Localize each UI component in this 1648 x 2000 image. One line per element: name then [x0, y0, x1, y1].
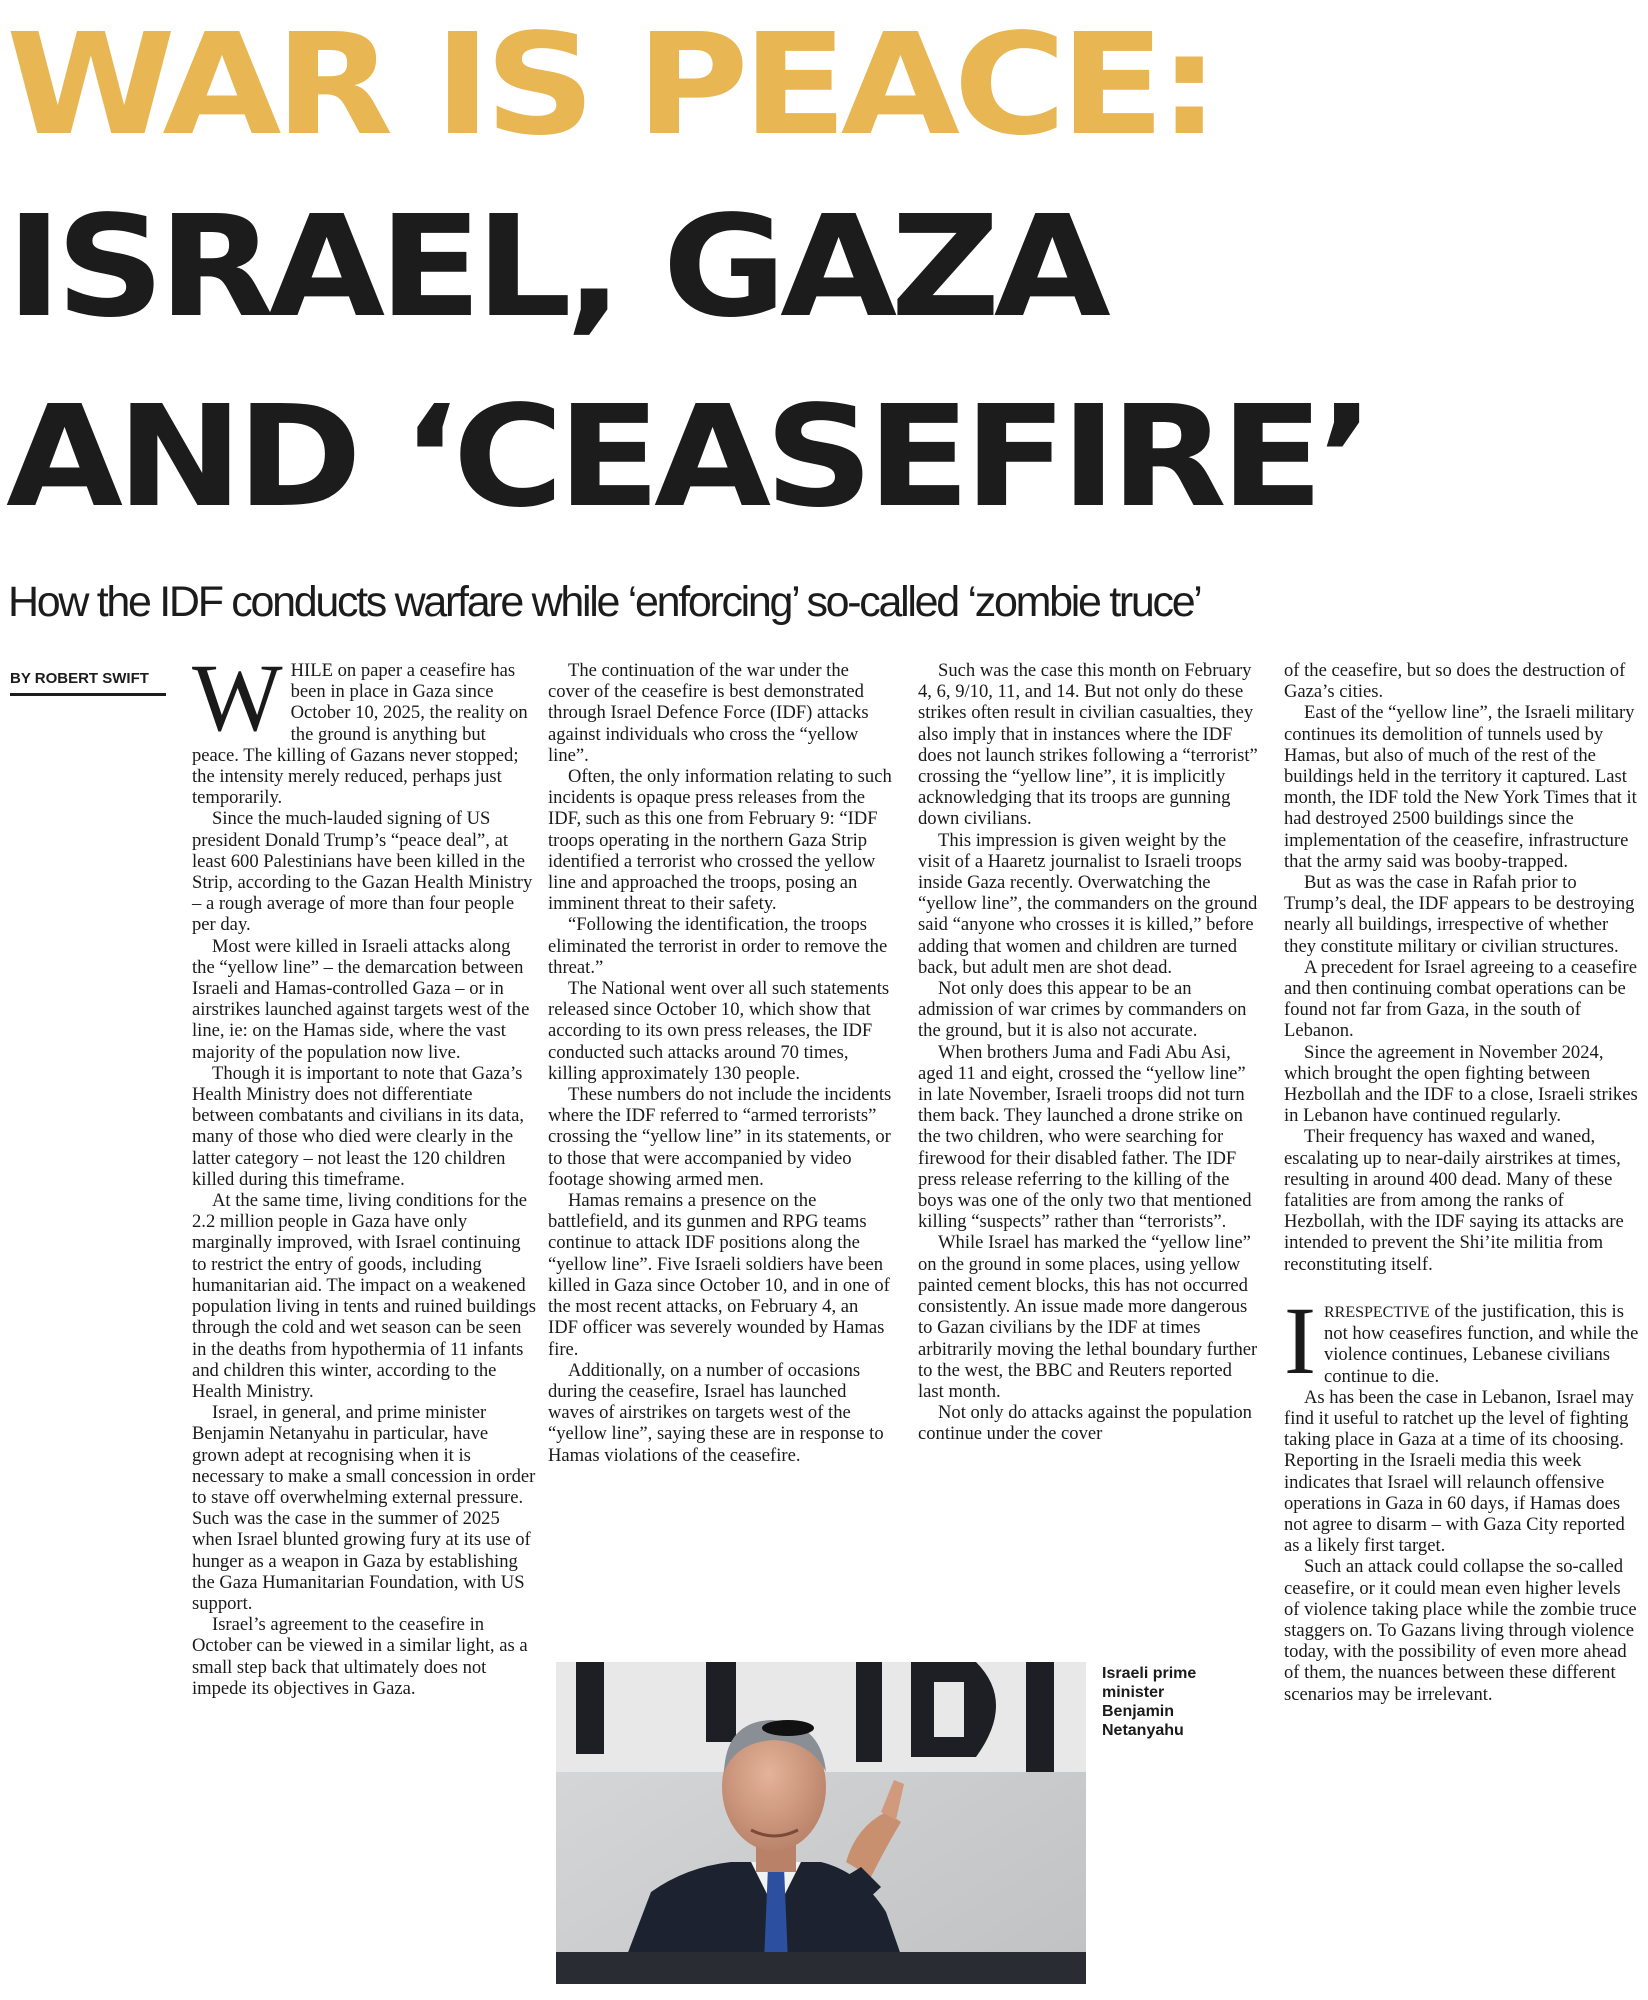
standfirst: How the IDF conducts warfare while ‘enforcing’ so-called ‘zombie truce’: [8, 578, 1201, 626]
paragraph: Not only do attacks against the population continue under the cover: [918, 1402, 1252, 1445]
paragraph: Most were killed in Israeli attacks along the “yellow line” – the demarcation between Israeli and Hamas-controlled Gaza – or in airstrikes launched against targets west of the line, ie: on the Hamas side, where the vast majority of the population now live.: [192, 935, 530, 1063]
paragraph: Such an attack could collapse the so-called ceasefire, or it could mean even higher levels of violence taking place while the zombie truce staggers on. To Gazans living through violence today, with the possibility of even more ahead of them, the nuances between these different scenarios may be irrelevant.: [1284, 1556, 1637, 1705]
paragraph: Such was the case this month on February 4, 6, 9/10, 11, and 14. But not only do these strikes often result in civilian casualties, they also imply that in instances where the IDF does not launch strikes following a “terrorist” crossing the “yellow line”, it is implicitly acknowledging that its troops are gunning down civilians.: [918, 660, 1258, 830]
headline-line-1: WAR IS PEACE:: [6, 4, 1214, 167]
photo-caption: [1102, 1664, 1262, 1740]
caption-line: Israeli prime: [1102, 1665, 1197, 1682]
article-column-3: [918, 660, 1262, 1445]
caption-line: Benjamin: [1102, 1703, 1175, 1720]
paragraph: Israel’s agreement to the ceasefire in October can be viewed in a similar light, as a small step back that ultimately does not impede its objectives in Gaza.: [192, 1614, 528, 1699]
headline-line-3: AND ‘CEASEFIRE’: [6, 376, 1369, 539]
paragraph: A precedent for Israel agreeing to a ceasefire and then continuing combat operations can be found not far from Gaza, in the south of Lebanon.: [1284, 956, 1637, 1042]
paragraph: These numbers do not include the incidents where the IDF referred to “armed terrorists” crossing the “yellow line” in its statements, or to those that were accompanied by video footage showing armed men.: [548, 1084, 892, 1190]
netanyahu-photo: [556, 1662, 1086, 1984]
byline: BY ROBERT SWIFT: [10, 670, 166, 696]
lead-text: HILE on paper a ceasefire has been in place in Gaza since October 10, 2025, the reality on the ground is anything but peace. The killing of Gazans never stopped; the intensity merely reduced, perhaps just temporarily.: [192, 660, 528, 809]
paragraph: The continuation of the war under the cover of the ceasefire is best demonstrated through Israel Defence Force (IDF) attacks against individuals who cross the “yellow line”.: [548, 660, 869, 766]
drop-cap: I: [1284, 1286, 1316, 1394]
paragraph: Additionally, on a number of occasions during the ceasefire, Israel has launched waves of airstrikes on targets west of the “yellow line”, saying these are in response to Hamas violations of the ceasefire.: [548, 1359, 884, 1466]
paragraph: Though it is important to note that Gaza’s Health Ministry does not differentiate between combatants and civilians in its data, many of those who died were clearly in the latter category – not least the 120 children killed during this timeframe.: [192, 1062, 525, 1190]
headline-line-2: ISRAEL, GAZA: [6, 186, 1105, 349]
paragraph: The National went over all such statements released since October 10, which show that according to its own press releases, the IDF conducted such attacks around 70 times, killing approximately 130 people.: [548, 978, 890, 1084]
netanyahu-speaking-photo-icon: [556, 1662, 1086, 1984]
paragraph: Israel, in general, and prime minister Benjamin Netanyahu in particular, have grown adept at recognising when it is necessary to make a small concession in order to stave off overwhelming external pressure. Such was the case in the summer of 2025 when Israel blunted growing fury at its use of hunger as a weapon in Gaza by establishing the Gaza Humanitarian Foundation, with US support.: [192, 1402, 536, 1614]
paragraph: East of the “yellow line”, the Israeli military continues its demolition of tunnels used by Hamas, but also of much of the rest of the buildings held in the territory it captured. Last month, the IDF told the New York Times that it had destroyed 2500 buildings since the implementation of the ceasefire, infrastructure that the army said was booby-trapped.: [1284, 702, 1637, 872]
article-column-2: [548, 660, 892, 1466]
drop-cap: W: [192, 644, 283, 751]
paragraph: Hamas remains a presence on the battlefield, and its gunmen and RPG teams continue to attack IDF positions along the “yellow line”. Five Israeli soldiers have been killed in Gaza since October 10, and in one of the most recent attacks, on February 4, an IDF officer was severely wounded by Hamas fire.: [548, 1190, 890, 1360]
caption-line: Netanyahu: [1102, 1722, 1184, 1739]
paragraph: Often, the only information relating to such incidents is opaque press releases from the IDF, such as this one from February 9: “IDF troops operating in the northern Gaza Strip identified a terrorist who crossed the yellow line and approached the troops, posing an imminent threat to their safety.: [548, 766, 892, 915]
article-column-1: [192, 644, 536, 1699]
caption-line: minister: [1102, 1684, 1165, 1701]
paragraph: But as was the case in Rafah prior to Trump’s deal, the IDF appears to be destroying nearly all buildings, irrespective of whether they constitute military or civilian structures.: [1284, 872, 1635, 957]
paragraph: “Following the identification, the troops eliminated the terrorist in order to remove the threat.”: [548, 914, 888, 978]
paragraph: At the same time, living conditions for the 2.2 million people in Gaza have only marginally improved, with Israel continuing to restrict the entry of goods, including humanitarian aid. The impact on a weakened population living in tents and ruined buildings through the cold and wet season can be seen in the deaths from hypothermia of 11 infants and children this winter, according to the Health Ministry.: [192, 1190, 536, 1402]
paragraph: Not only does this appear to be an admission of war crimes by commanders on the ground, but it is also not accurate.: [918, 978, 1247, 1042]
paragraph: While Israel has marked the “yellow line” on the ground in some places, using yellow painted cement blocks, this has not occurred consistently. An issue made more dangerous to Gazan civilians by the IDF at times arbitrarily moving the lethal boundary further to the west, the BBC and Reuters reported last month.: [918, 1232, 1258, 1402]
article-column-4: [1284, 660, 1640, 1705]
small-caps-lead: RRESPECTIVE: [1323, 1303, 1430, 1321]
paragraph: Since the agreement in November 2024, which brought the open fighting between Hezbollah and the IDF to a close, Israeli strikes in Lebanon have continued regularly.: [1284, 1041, 1638, 1127]
paragraph: As has been the case in Lebanon, Israel may find it useful to ratchet up the level of fighting taking place in Gaza at a time of its choosing. Reporting in the Israeli media this week indicates that Israel will relaunch offensive operations in Gaza in 60 days, if Hamas does not agree to disarm – with Gaza City reported as a likely first target.: [1284, 1386, 1634, 1557]
paragraph: Since the much-lauded signing of US president Donald Trump’s “peace deal”, at least 600 Palestinians have been killed in the Strip, according to the Gazan Health Ministry – a rough average of more than four people per day.: [192, 808, 533, 936]
lead-text: of the justification, this is not how ceasefires function, and while the violence continues, Lebanese civilians continue to die.: [1323, 1300, 1639, 1387]
paragraph: When brothers Juma and Fadi Abu Asi, aged 11 and eight, crossed the “yellow line” in late November, Israeli troops did not turn them back. They launched a drone strike on the two children, who were searching for firewood for their disabled father. The IDF press release referring to the killing of the boys was one of the only two that mentioned killing “suspects” rather than “terrorists”.: [918, 1041, 1252, 1233]
paragraph: [192, 644, 536, 809]
paragraph: Their frequency has waxed and waned, escalating up to near-daily airstrikes at times, resulting in around 400 dead. Many of these fatalities are from among the ranks of Hezbollah, with the IDF saying its attacks are intended to prevent the Shi’ite militia from reconstituting itself.: [1284, 1126, 1624, 1275]
paragraph: [1284, 1286, 1640, 1394]
paragraph: This impression is given weight by the visit of a Haaretz journalist to Israeli troops inside Gaza recently. Overwatching the “yellow line”, the commanders on the ground said “anyone who crosses it is killed,” before adding that women and children are turned back, but adult men are shot dead.: [918, 829, 1258, 978]
paragraph: of the ceasefire, but so does the destruction of Gaza’s cities.: [1284, 660, 1626, 703]
